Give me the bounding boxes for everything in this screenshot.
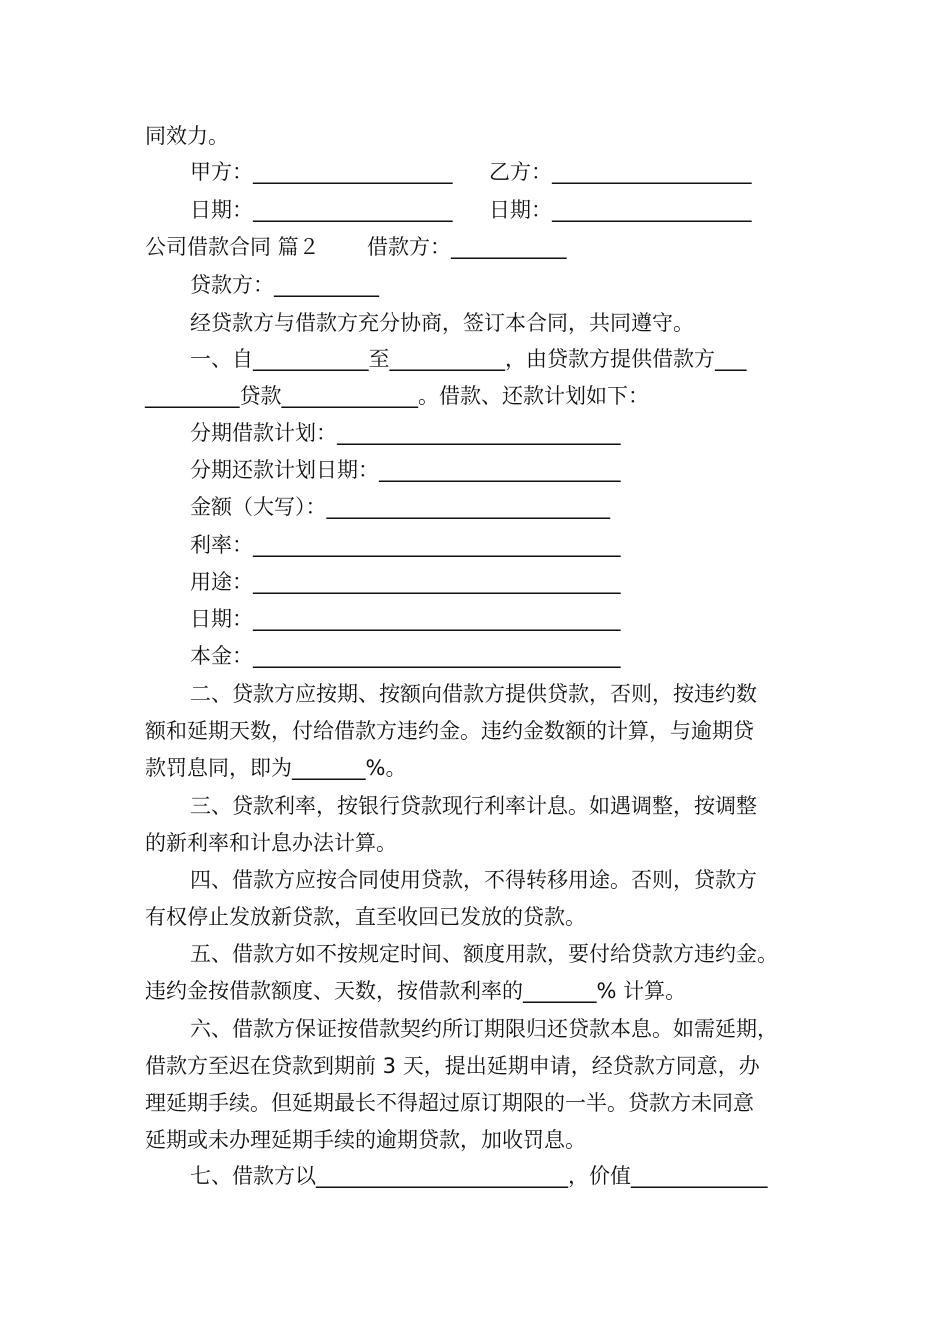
clause-5-line-1: 五、借款方如不按规定时间、额度用款，要付给贷款方违约金。 <box>190 942 778 966</box>
clause-1-line-1: 一、自___________至___________，由贷款方提供借款方___ <box>190 347 747 371</box>
clause-3-line-1: 三、贷款利率，按银行贷款现行利率计息。如遇调整，按调整 <box>190 794 757 818</box>
clause-7-line-1: 七、借款方以________________________，价值_____________ <box>190 1164 768 1188</box>
date-field: 日期：___________________________________ <box>190 607 621 631</box>
clause-6-line-1: 六、借款方保证按借款契约所订期限归还贷款本息。如需延期， <box>190 1017 778 1041</box>
party-b-signature-line: 乙方：___________________ <box>489 160 752 184</box>
clause-1-line-2: _________贷款_____________。借款、还款计划如下： <box>145 384 649 408</box>
party-b-date-line: 日期：___________________ <box>489 198 752 222</box>
borrower-line: 借款方：___________ <box>367 235 567 259</box>
party-a-date-line: 日期：___________________ <box>190 198 453 222</box>
principal-field: 本金：___________________________________ <box>190 644 621 668</box>
clause-6-line-3: 理延期手续。但延期最长不得超过原订期限的一半。贷款方未同意 <box>145 1091 754 1115</box>
clause-2-line-3: 款罚息同，即为_______%。 <box>145 756 407 780</box>
clause-6-line-4: 延期或未办理延期手续的逾期贷款，加收罚息。 <box>145 1128 586 1152</box>
installment-repayment-date-field: 分期还款计划日期：_______________________ <box>190 458 621 482</box>
purpose-field: 用途：___________________________________ <box>190 570 621 594</box>
amount-capital-field: 金额（大写）：___________________________ <box>190 495 610 519</box>
party-a-signature-line: 甲方：___________________ <box>190 160 453 184</box>
text-line-effect: 同效力。 <box>145 124 229 148</box>
clause-2-line-1: 二、贷款方应按期、按额向借款方提供贷款，否则，按违约数 <box>190 682 757 706</box>
clause-4-line-2: 有权停止发放新贷款，直至收回已发放的贷款。 <box>145 905 586 929</box>
paragraph-intro: 经贷款方与借款方充分协商，签订本合同，共同遵守。 <box>190 311 694 335</box>
clause-4-line-1: 四、借款方应按合同使用贷款，不得转移用途。否则，贷款方 <box>190 868 757 892</box>
installment-loan-plan-field: 分期借款计划：___________________________ <box>190 421 621 445</box>
clause-2-line-2: 额和延期天数，付给借款方违约金。违约金数额的计算，与逾期贷 <box>145 719 754 743</box>
lender-line: 贷款方：__________ <box>190 273 379 297</box>
clause-5-line-2: 违约金按借款额度、天数，按借款利率的_______% 计算。 <box>145 979 687 1003</box>
clause-6-line-2: 借款方至迟在贷款到期前 3 天，提出延期申请，经贷款方同意，办 <box>145 1054 760 1078</box>
section-title: 公司借款合同 篇２ <box>145 235 320 259</box>
interest-rate-field: 利率：___________________________________ <box>190 533 621 557</box>
clause-3-line-2: 的新利率和计息办法计算。 <box>145 831 397 855</box>
